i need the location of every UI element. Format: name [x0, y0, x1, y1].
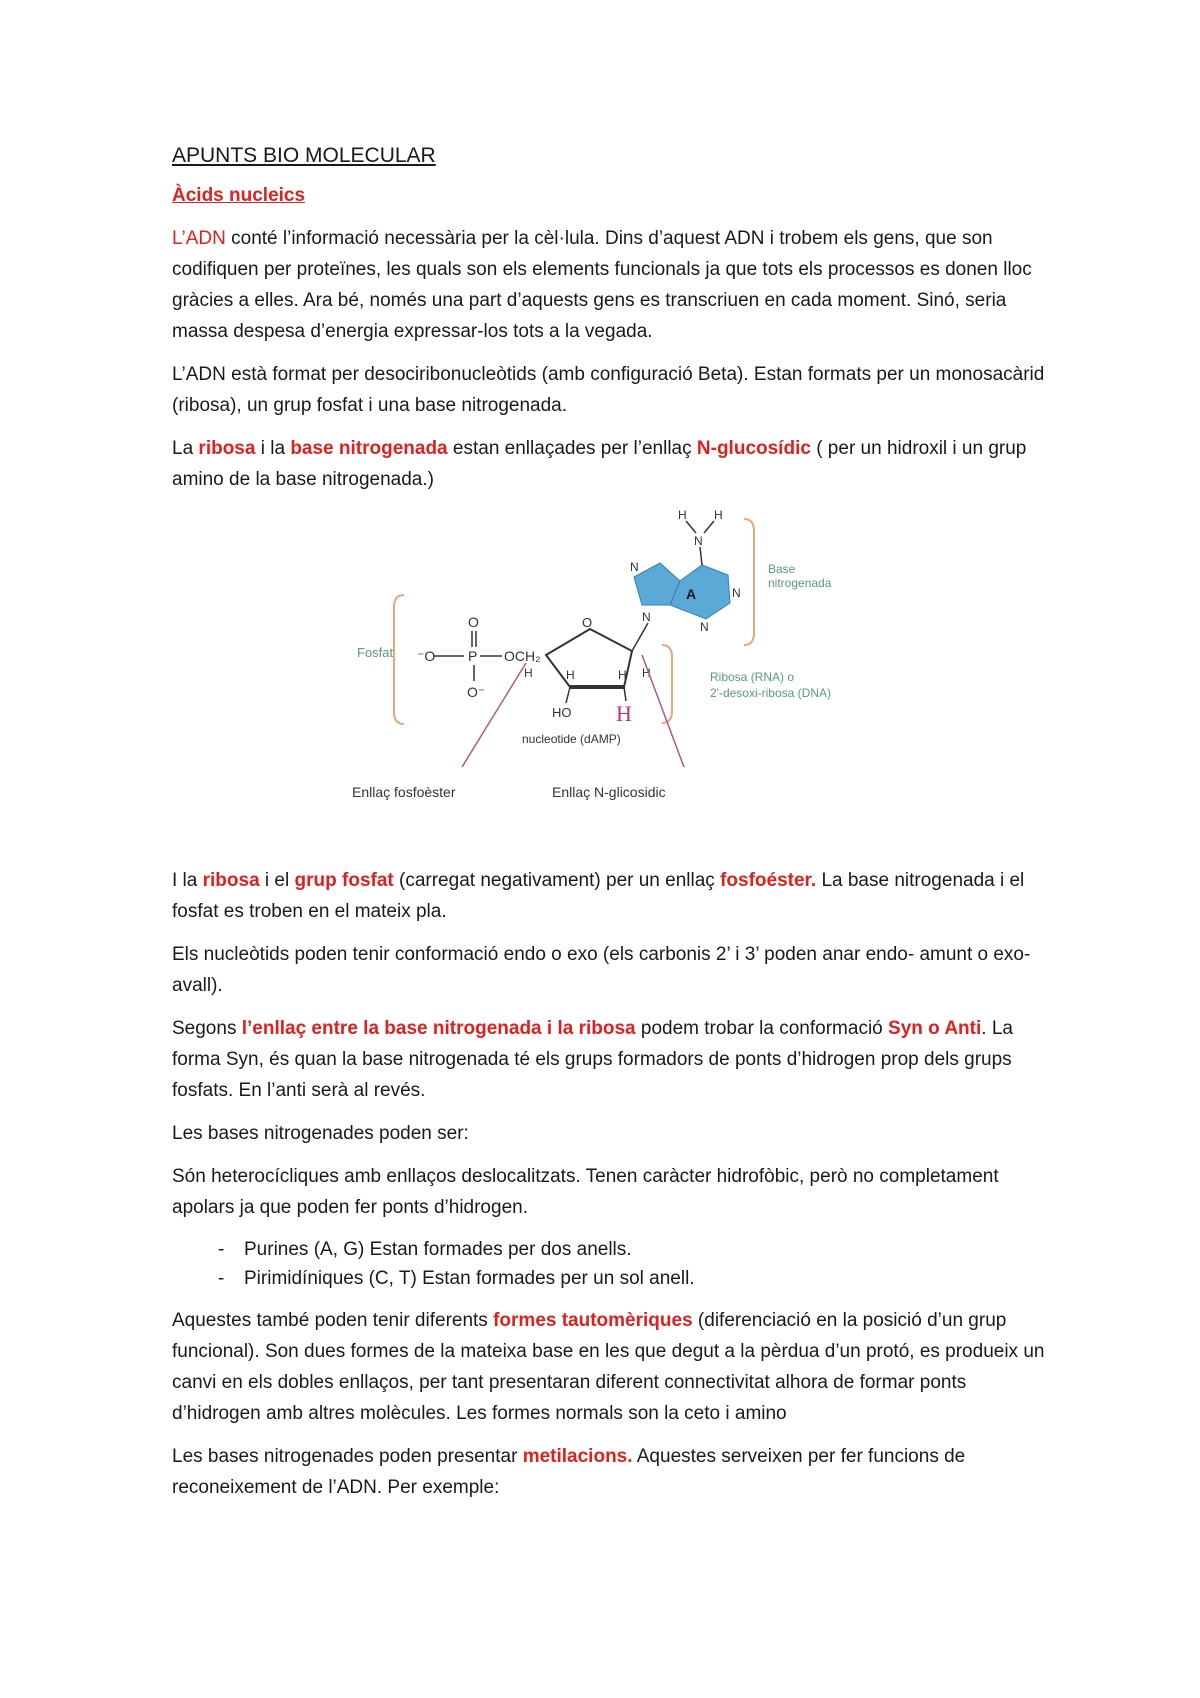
fosfat-bracket — [394, 595, 404, 724]
bond — [686, 521, 696, 533]
highlight-enllac-base-ribosa: l’enllaç entre la base nitrogenada i la ribosa — [241, 1018, 636, 1039]
atom-o-top: O — [468, 614, 479, 630]
nucleotide-figure — [172, 507, 1052, 847]
text: Aquestes també poden tenir diferents — [172, 1310, 494, 1331]
paragraph-adn-format: L’ADN està format per desociribonucleòtids (amb configuració Beta). Estan formats per un monosacàrid (ribosa), un grup fosfat i una base nitrogenada. — [172, 364, 1045, 416]
paragraph-text: conté l’informació necessària per la cèl·lula. Dins d’aquest ADN i trobem els gens, que son codifiquen per proteïnes, les quals son els elements funcionals ja que tots els processos es donen lloc gràcies a elles. Ara bé, només una part d’aquests gens es transcriuen en cada moment. Sinó, seria massa despesa d’energia expressar-los tots a la vegada. — [172, 228, 1032, 342]
atom-n: N — [630, 560, 639, 574]
text: i la — [255, 438, 291, 459]
paragraph-adn-intro — [172, 223, 1052, 347]
atom-h: H — [524, 666, 533, 680]
text: (diferenciació en la posició d’un grup funcional). Son dues formes de la mateixa base en les que degut a la pèrdua d’un protó, es produeix un canvi en els dobles enllaços, per tant presentaran diferent connectivitat alhora de formar ponts d’hidrogen amb altres molècules. Les formes normals son la ceto i amino — [172, 1310, 1045, 1424]
label-base-2: nitrogenada — [768, 576, 832, 590]
label-enllac-fosfoester: Enllaç fosfoèster — [352, 784, 456, 800]
atom-n: N — [732, 586, 741, 600]
text: Segons — [172, 1018, 242, 1039]
text: ( per un hidroxil i un grup amino de la base nitrogenada.) — [172, 438, 1027, 490]
atom-och2: OCH₂ — [504, 648, 541, 664]
atom-h: H — [678, 508, 687, 522]
highlight-ribosa: ribosa — [198, 438, 256, 459]
document-title: APUNTS BIO MOLECULAR — [172, 144, 436, 167]
list-item: - Pirimidíniques (C, T) Estan formades per un sol anell. — [172, 1264, 1052, 1293]
text: i el — [259, 870, 295, 891]
text: I la — [172, 870, 203, 891]
text: Aquestes serveixen per fer funcions de reconeixement de l’ADN. Per exemple: — [172, 1446, 966, 1498]
paragraph-syn-anti — [172, 1013, 1052, 1106]
paragraph-ribosa-base — [172, 433, 1052, 495]
nucleotide-diagram — [172, 507, 1052, 847]
atom-n: N — [700, 620, 709, 634]
bond — [704, 521, 714, 533]
label-ribosa-2: 2'-desoxi-ribosa (DNA) — [710, 686, 831, 700]
label-nucleotid: nucleotide (dAMP) — [522, 732, 621, 746]
bond — [566, 687, 570, 703]
highlight-ribosa: ribosa — [202, 870, 260, 891]
highlight-syn-anti: Syn o Anti — [888, 1018, 982, 1039]
text: podem trobar la conformació — [635, 1018, 889, 1039]
text: (carregat negativament) per un enllaç — [393, 870, 721, 891]
section-heading: Àcids nucleics — [172, 185, 306, 206]
atom-h: H — [618, 668, 627, 682]
atom-ho: HO — [552, 705, 572, 720]
atom-a: A — [686, 586, 697, 602]
label-fosfat: Fosfat — [357, 645, 394, 660]
paragraph-tautomeriques — [172, 1305, 1052, 1429]
highlight-grup-fosfat: grup fosfat — [294, 870, 394, 891]
label-base-1: Base — [768, 562, 796, 576]
atom-h-highlight: H — [616, 701, 632, 726]
arrow-fosfoester — [462, 663, 526, 767]
label-enllac-glicosidic: Enllaç N-glicosidic — [552, 784, 666, 800]
text: La base nitrogenada i el fosfat es troben en el mateix pla. — [172, 870, 1025, 922]
atom-ring-o: O — [582, 615, 593, 630]
atom-p: P — [468, 648, 478, 664]
text: estan enllaçades per l’enllaç — [447, 438, 697, 459]
label-ribosa-1: Ribosa (RNA) o — [710, 670, 795, 684]
arrow-glicosidic — [642, 655, 684, 767]
base-bracket — [744, 519, 754, 645]
bond — [700, 547, 702, 565]
paragraph-bases-intro: Les bases nitrogenades poden ser: — [172, 1123, 469, 1144]
paragraph-ribosa-fosfat — [172, 865, 1052, 927]
atom-n: N — [642, 610, 651, 624]
atom-h: H — [566, 668, 575, 682]
bond — [624, 687, 626, 701]
highlight-adn: L’ADN — [172, 228, 226, 249]
paragraph-metilacions — [172, 1441, 1052, 1503]
paragraph-endo-exo: Els nucleòtids poden tenir conformació endo o exo (els carbonis 2’ i 3’ poden anar endo- amunt o exo-avall). — [172, 944, 1031, 996]
atom-o-bottom: O⁻ — [467, 684, 486, 700]
highlight-n-glucosidic: N-glucosídic — [696, 438, 811, 459]
document-page — [172, 140, 1052, 1515]
atom-h: H — [714, 508, 723, 522]
highlight-fosfoester: fosfoéster. — [720, 870, 817, 891]
bases-list — [172, 1235, 1052, 1293]
atom-n-amino: N — [694, 534, 703, 548]
atom-o-left: ⁻O — [417, 648, 436, 664]
paragraph-heterociclics: Són heterocícliques amb enllaços deslocalitzats. Tenen caràcter hidrofòbic, però no completament apolars ja que poden fer ponts d’hidrogen. — [172, 1166, 999, 1218]
text: La — [172, 438, 199, 459]
highlight-formes-tautomeriques: formes tautomèriques — [493, 1310, 693, 1331]
atom-h: H — [642, 666, 651, 680]
list-item: - Purines (A, G) Estan formades per dos anells. — [172, 1235, 1052, 1264]
text: . La forma Syn, és quan la base nitrogenada té els grups formadors de ponts d’hidrogen prop dels grups fosfats. En l’anti serà al revés. — [172, 1018, 1013, 1101]
base-six-ring — [670, 565, 730, 619]
highlight-metilacions: metilacions. — [522, 1446, 633, 1467]
text: Les bases nitrogenades poden presentar — [172, 1446, 523, 1467]
glycosidic-bond — [632, 623, 648, 651]
highlight-base-nitrogenada: base nitrogenada — [290, 438, 448, 459]
